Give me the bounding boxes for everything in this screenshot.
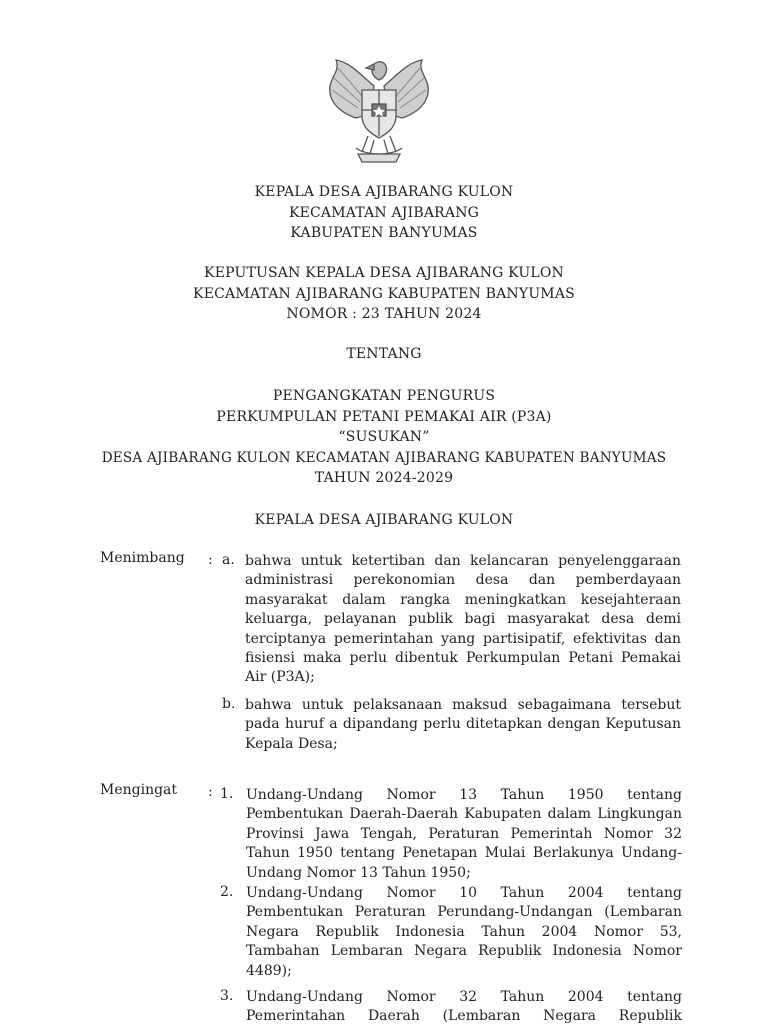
decree-line-2: KECAMATAN AJIBARANG KABUPATEN BANYUMAS: [193, 286, 575, 302]
mengingat-marker-2: 2.: [220, 884, 234, 900]
menimbang-label: Menimbang: [100, 550, 185, 566]
menimbang-marker-a: a.: [222, 552, 235, 568]
mengingat-item-2: Undang-Undang Nomor 10 Tahun 2004 tentang Pembentukan Peraturan Perundang-Undangan (Lembaran Negara Republik Indonesia Tahun 2004 Nomor 53, Tambahan Lembaran Negara Republik Indonesia Nomor 4489);: [246, 885, 682, 979]
garuda-emblem-icon: [322, 56, 436, 168]
header-line-3: KABUPATEN BANYUMAS: [290, 225, 478, 241]
mengingat-item-3: Undang-Undang Nomor 32 Tahun 2004 tentang Pemerintahan Daerah (Lembaran Negara Republik: [246, 989, 682, 1025]
menimbang-marker-b: b.: [222, 696, 236, 712]
menimbang-item-a: bahwa untuk ketertiban dan kelancaran penyelenggaraan administrasi perekonomian desa dan pemberdayaan masyarakat dalam rangka meningkatkan kesejahteraan keluarga, pelayanan publik bagi masyarakat desa demi terciptanya pemerintahan yang partisipatif, efektivitas dan fisiensi maka perlu dibentuk Perkumpulan Petani Pemakai Air (P3A);: [245, 553, 681, 686]
subject-line-4: DESA AJIBARANG KULON KECAMATAN AJIBARANG KABUPATEN BANYUMAS: [101, 450, 667, 466]
mengingat-marker-1: 1.: [220, 786, 234, 802]
subject-line-5: TAHUN 2024-2029: [314, 470, 454, 486]
subject-line-2: PERKUMPULAN PETANI PEMAKAI AIR (P3A): [216, 409, 552, 425]
subject-line-3: “SUSUKAN”: [338, 429, 430, 445]
header-line-1: KEPALA DESA AJIBARANG KULON: [254, 184, 514, 200]
mengingat-colon: :: [208, 784, 213, 800]
mengingat-label: Mengingat: [100, 782, 178, 798]
decree-number: NOMOR : 23 TAHUN 2024: [286, 306, 482, 322]
menimbang-item-b: bahwa untuk pelaksanaan maksud sebagaimana tersebut pada huruf a dipandang perlu ditetapkan dengan Keputusan Kepala Desa;: [245, 697, 681, 752]
header-line-2: KECAMATAN AJIBARANG: [288, 205, 480, 221]
decree-line-1: KEPUTUSAN KEPALA DESA AJIBARANG KULON: [204, 265, 564, 281]
mengingat-marker-3: 3.: [220, 988, 234, 1004]
menimbang-colon: :: [208, 552, 213, 568]
subject-line-1: PENGANGKATAN PENGURUS: [272, 388, 496, 404]
official-heading: KEPALA DESA AJIBARANG KULON: [254, 512, 514, 528]
about-heading: TENTANG: [346, 346, 422, 362]
mengingat-item-1: Undang-Undang Nomor 13 Tahun 1950 tentang Pembentukan Daerah-Daerah Kabupaten dalam Lingkungan Provinsi Jawa Tengah, Peraturan Pemerintah Nomor 32 Tahun 1950 tentang Penetapan Mulai Berlakunya Undang-Undang Nomor 13 Tahun 1950;: [246, 787, 682, 881]
